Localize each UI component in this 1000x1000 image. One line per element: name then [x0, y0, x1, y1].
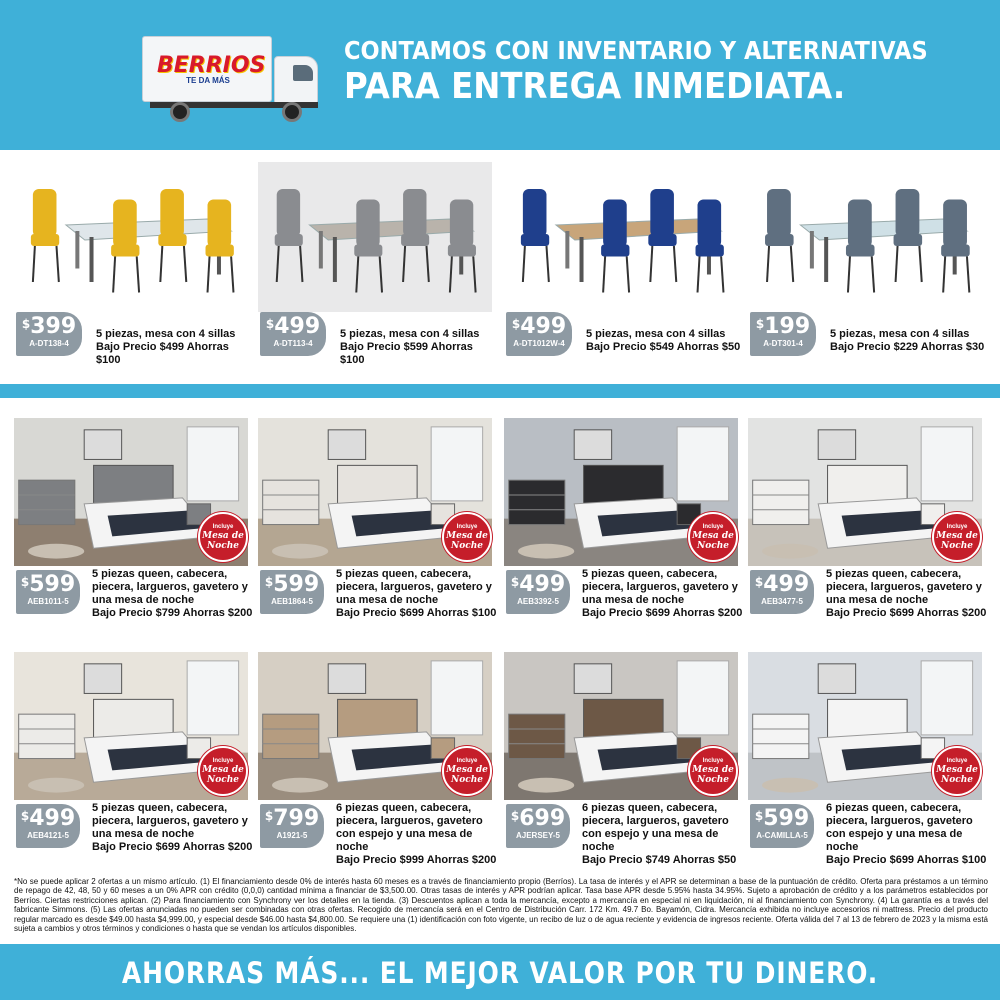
description-text: 5 piezas queen, cabecera, piecera, largueros, gavetero y una mesa de noche [92, 568, 248, 606]
badge-top-text: Incluye [456, 758, 478, 764]
footer-banner [0, 944, 1000, 1000]
headline-line-1: CONTAMOS CON INVENTARIO Y ALTERNATIVAS [344, 36, 928, 65]
description-text: 5 piezas queen, cabecera, piecera, largueros, gavetero y una mesa de noche [826, 568, 982, 606]
price-value: 799 [273, 806, 320, 831]
currency-symbol: $ [264, 575, 274, 589]
badge-main-text: Mesa de Noche [202, 765, 244, 785]
truck-cab [274, 56, 318, 104]
currency-symbol: $ [754, 575, 764, 589]
footer-slogan: AHORRAS MÁS... EL MEJOR VALOR POR TU DINERO. [121, 956, 879, 990]
price-value: 199 [764, 314, 811, 339]
currency-symbol: $ [264, 809, 274, 823]
brand-name: BERRIOS [157, 53, 266, 78]
includes-nightstand-badge [442, 746, 492, 796]
includes-nightstand-badge [932, 512, 982, 562]
dining-product-card[interactable] [504, 162, 740, 372]
product-photo [258, 162, 492, 312]
savings-line: Bajo Precio $999 Ahorras $200 [336, 854, 497, 866]
product-sku: A-DT301-4 [763, 339, 803, 348]
price-tag [506, 804, 570, 848]
product-sku: AEB1011-5 [27, 597, 69, 606]
bedroom-product-card[interactable] [14, 652, 254, 868]
includes-nightstand-badge [442, 512, 492, 562]
price-value: 699 [519, 806, 566, 831]
bedroom-product-card[interactable] [258, 418, 498, 634]
product-description [92, 802, 260, 854]
dining-set-photo [258, 162, 492, 312]
price-amount [506, 316, 572, 338]
product-sku: AEB1864-5 [271, 597, 313, 606]
product-photo [748, 162, 986, 312]
description-text: 5 piezas queen, cabecera, piecera, largueros, gavetero y una mesa de noche [336, 568, 492, 606]
price-value: 599 [29, 572, 76, 597]
price-tag [260, 312, 326, 356]
product-description [582, 802, 750, 867]
description-line: 5 piezas, mesa con 4 sillas [830, 328, 970, 340]
badge-main-text: Mesa de Noche [692, 765, 734, 785]
headline [344, 38, 984, 105]
dining-product-card[interactable] [258, 162, 494, 372]
badge-top-text: Incluye [946, 524, 968, 530]
price-amount [16, 808, 80, 830]
section-divider [0, 384, 1000, 398]
price-amount [260, 574, 324, 596]
badge-main-text: Mesa de Noche [446, 765, 488, 785]
price-tag [750, 804, 814, 848]
product-photo [14, 162, 250, 312]
includes-nightstand-badge [688, 746, 738, 796]
product-sku: A-CAMILLA-5 [756, 831, 808, 840]
description-line: 5 piezas, mesa con 4 sillas [340, 328, 480, 340]
savings-line: Bajo Precio $699 Ahorras $100 [826, 854, 987, 866]
product-description [586, 328, 744, 354]
badge-top-text: Incluye [702, 524, 724, 530]
currency-symbol: $ [754, 809, 764, 823]
bedroom-product-card[interactable] [748, 652, 988, 868]
price-value: 499 [274, 314, 321, 339]
dining-set-photo [748, 162, 986, 312]
price-tag [506, 570, 570, 614]
currency-symbol: $ [511, 317, 521, 331]
currency-symbol: $ [20, 575, 30, 589]
price-amount [750, 574, 814, 596]
description-text: 6 piezas queen, cabecera, piecera, largueros, gavetero con espejo y una mesa de noche [336, 802, 483, 853]
currency-symbol: $ [265, 317, 275, 331]
headline-line-2: PARA ENTREGA INMEDIATA. [344, 66, 846, 107]
currency-symbol: $ [21, 317, 31, 331]
product-description [582, 568, 750, 620]
badge-top-text: Incluye [212, 524, 234, 530]
badge-main-text: Mesa de Noche [936, 765, 978, 785]
product-description [830, 328, 988, 354]
bedroom-product-card[interactable] [14, 418, 254, 634]
product-sku: A1921-5 [276, 831, 308, 840]
savings-line: Bajo Precio $599 Ahorras $100 [340, 341, 473, 366]
truck-wheel [282, 102, 302, 122]
bedroom-product-card[interactable] [748, 418, 988, 634]
product-description [336, 568, 504, 620]
product-sku: AEB3392-5 [517, 597, 559, 606]
currency-symbol: $ [510, 575, 520, 589]
badge-top-text: Incluye [702, 758, 724, 764]
dining-product-card[interactable] [14, 162, 250, 372]
price-amount [260, 808, 324, 830]
truck-cargo-box [142, 36, 272, 102]
includes-nightstand-badge [932, 746, 982, 796]
product-description [826, 802, 994, 867]
description-text: 5 piezas queen, cabecera, piecera, largueros, gavetero y una mesa de noche [92, 802, 248, 840]
price-tag [750, 570, 814, 614]
price-value: 499 [519, 572, 566, 597]
bedroom-product-card[interactable] [504, 652, 744, 868]
savings-line: Bajo Precio $699 Ahorras $100 [336, 607, 497, 619]
price-amount [506, 574, 570, 596]
price-value: 399 [30, 314, 77, 339]
savings-line: Bajo Precio $699 Ahorras $200 [582, 607, 743, 619]
includes-nightstand-badge [198, 746, 248, 796]
brand-tagline: TE DA MÁS [186, 76, 230, 85]
currency-symbol: $ [510, 809, 520, 823]
dining-set-photo [504, 162, 740, 312]
dining-set-photo [14, 162, 250, 312]
description-line: 5 piezas, mesa con 4 sillas [96, 328, 236, 340]
price-tag [16, 312, 82, 356]
price-tag [750, 312, 816, 356]
product-sku: A-DT113-4 [273, 339, 313, 348]
savings-line: Bajo Precio $499 Ahorras $100 [96, 341, 229, 366]
badge-top-text: Incluye [212, 758, 234, 764]
product-description [826, 568, 994, 620]
badge-top-text: Incluye [456, 524, 478, 530]
product-sku: AEB4121-5 [27, 831, 69, 840]
delivery-truck-illustration [142, 32, 320, 124]
dining-product-card[interactable] [748, 162, 984, 372]
price-value: 499 [763, 572, 810, 597]
badge-main-text: Mesa de Noche [936, 531, 978, 551]
badge-main-text: Mesa de Noche [202, 531, 244, 551]
bedroom-product-card[interactable] [258, 652, 498, 868]
product-sku: AJERSEY-5 [515, 831, 561, 840]
includes-nightstand-badge [688, 512, 738, 562]
savings-line: Bajo Precio $699 Ahorras $200 [92, 841, 253, 853]
legal-fine-print: *No se puede aplicar 2 ofertas a un mismo artículo. (1) El financiamiento desde 0% de interés hasta 60 meses es a través de financiamiento propio (Berríos). La tasa de interés y el APR se determinan a base de la puntuación de crédito. Oferta para préstamos a un término de repago de 42, 48, 50 y 60 meses a un 0% APR con crédito (0,0,0) cantidad mínima a financiar de $3,500.00. Otras tasas de interés y APR podrían aplicar. Tasa base APR desde 5.95% hasta 34.95%. Sujeto a aprobación de crédito y a los parámetros establecidos por Berríos. Ciertas restricciones aplican. (2) Para financiamiento con Synchrony ver los detalles en la tienda. (3) Descuentos aplican a toda la mercancía, excepto a mercancía en especial ni en liquidación, ni al financiamiento con Synchrony. (4) La garantía es a través del fabricante Simmons. (5) Las ofertas anunciadas no pueden ser combinadas con otras ofertas. Recogido de mercancía será en el Centro de Distribución Carr. 172 Km. 49.7 Bo. Bayamón, Cidra. Mercancía exhibida no incluye accesorios ni mattress. Precio del producto regular marcado es desde $49.00 hasta $4,999.00, y especial desde $46.00 hasta $4,800.00. Se requiere una (1) identificación con foto vigente, un recibo de luz o de agua reciente y evidencia de ingresos reciente. Oferta válida del 7 al 13 de febrero de 2023 y la misma está sujeta a cambios y otros términos y condiciones o hasta que se vendan los artículos disponibles. [14, 877, 988, 934]
price-value: 499 [29, 806, 76, 831]
price-amount [750, 808, 814, 830]
product-description [96, 328, 254, 367]
product-sku: AEB3477-5 [761, 597, 803, 606]
bedroom-product-card[interactable] [504, 418, 744, 634]
savings-line: Bajo Precio $549 Ahorras $50 [586, 341, 741, 353]
truck-wheel [170, 102, 190, 122]
price-tag [260, 570, 324, 614]
price-value: 499 [520, 314, 567, 339]
product-sku: A-DT1012W-4 [513, 339, 565, 348]
price-tag [506, 312, 572, 356]
includes-nightstand-badge [198, 512, 248, 562]
price-tag [16, 570, 80, 614]
truck-window [293, 65, 313, 81]
price-amount [750, 316, 816, 338]
price-tag [260, 804, 324, 848]
savings-line: Bajo Precio $229 Ahorras $30 [830, 341, 985, 353]
product-photo [504, 162, 740, 312]
product-description [92, 568, 260, 620]
badge-top-text: Incluye [946, 758, 968, 764]
currency-symbol: $ [20, 809, 30, 823]
price-value: 599 [273, 572, 320, 597]
description-line: 5 piezas, mesa con 4 sillas [586, 328, 726, 340]
price-amount [16, 316, 82, 338]
currency-symbol: $ [755, 317, 765, 331]
description-text: 5 piezas queen, cabecera, piecera, largueros, gavetero y una mesa de noche [582, 568, 738, 606]
badge-main-text: Mesa de Noche [446, 531, 488, 551]
price-amount [260, 316, 326, 338]
product-description [340, 328, 498, 367]
header-banner [0, 0, 1000, 150]
savings-line: Bajo Precio $749 Ahorras $50 [582, 854, 737, 866]
product-description [336, 802, 504, 867]
price-amount [16, 574, 80, 596]
price-amount [506, 808, 570, 830]
brand-logo [157, 53, 266, 85]
savings-line: Bajo Precio $699 Ahorras $200 [826, 607, 987, 619]
savings-line: Bajo Precio $799 Ahorras $200 [92, 607, 253, 619]
price-tag [16, 804, 80, 848]
price-value: 599 [763, 806, 810, 831]
badge-main-text: Mesa de Noche [692, 531, 734, 551]
description-text: 6 piezas queen, cabecera, piecera, largueros, gavetero con espejo y una mesa de noche [582, 802, 729, 853]
description-text: 6 piezas queen, cabecera, piecera, largueros, gavetero con espejo y una mesa de noche [826, 802, 973, 853]
product-sku: A-DT138-4 [29, 339, 69, 348]
